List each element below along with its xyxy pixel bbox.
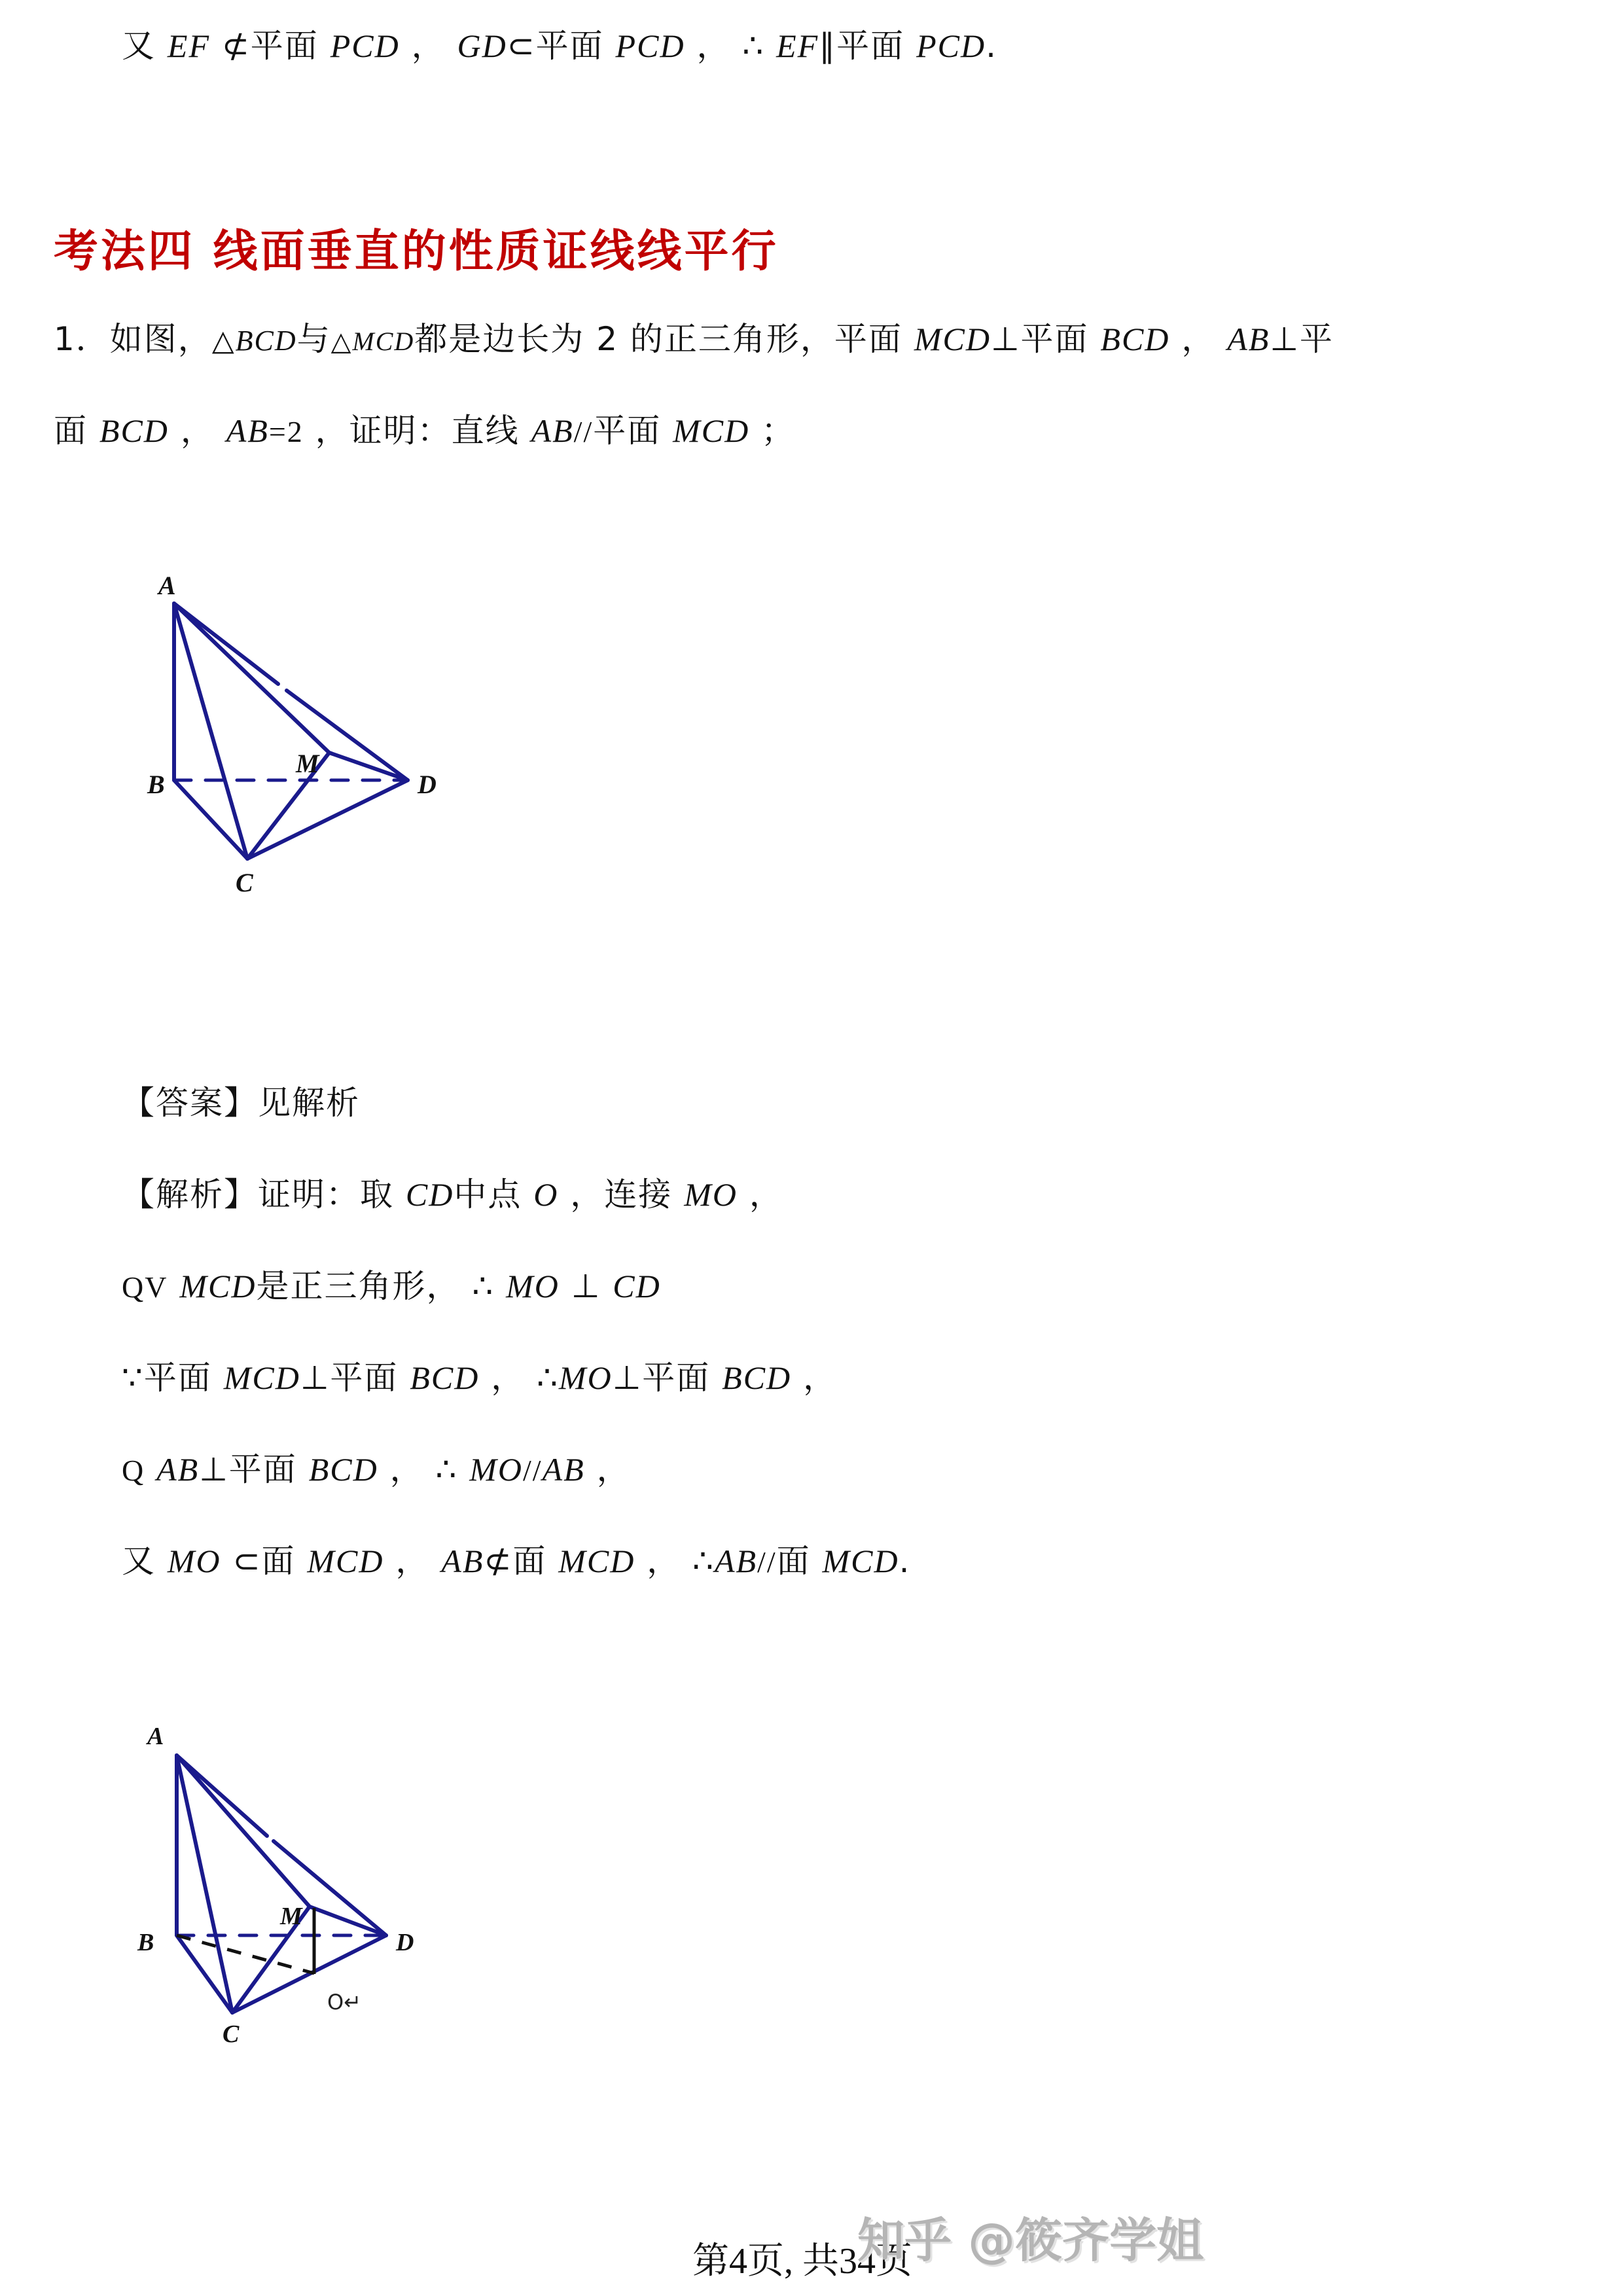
math: MCD [179,1268,257,1304]
text: ； [761,412,796,450]
problem-line-2 [54,411,795,452]
math: △BCD [211,325,297,357]
label-a: A [147,1723,164,1750]
text: . [986,27,997,65]
math: CD [405,1176,454,1213]
symbol: // [757,1545,777,1579]
text: ， [411,27,446,65]
symbol: ⊂ [232,1542,262,1580]
math: BCD [1100,321,1170,357]
math: PCD [916,27,986,64]
text: 证明：取 [258,1175,394,1213]
math: AB [714,1543,758,1579]
text: 都是边长为 2 的正三角形，平面 [414,320,902,358]
math: AB [1227,321,1270,357]
math: BCD [722,1359,792,1396]
math: BCD [99,412,169,449]
symbol: ∴ [692,1542,715,1580]
label-d: D [396,1929,414,1956]
watermark: 知乎 @筱齐学姐 [857,2213,1204,2268]
text: ， [180,412,215,450]
answer-line [122,1083,360,1122]
answer-text: 见解析 [258,1084,360,1122]
symbol: ⊥ [990,320,1021,358]
text: 平 [1299,320,1334,358]
math: MCD [822,1543,899,1579]
symbol: ∵ [122,1359,144,1397]
symbol: ⊄ [210,27,251,65]
section-heading: 考法四 线面垂直的性质证线线平行 [54,226,779,278]
text: 平面 [228,1450,297,1488]
text: 面 [512,1542,547,1580]
text: 面 [776,1542,811,1580]
previous-conclusion-line [122,26,997,65]
geometry-diagram-with-midpoint [118,1715,543,2140]
text: ， [389,1450,424,1488]
text: ， [1181,320,1216,358]
label-b: B [147,770,165,799]
analysis-line-3 [122,1358,837,1397]
math: AB [441,1543,484,1579]
text: 又 [122,27,156,65]
text: ， [803,1359,838,1397]
text: ， [647,1542,681,1580]
symbol: ⊥ [1270,320,1300,358]
label-o: O↵ [327,1990,361,2015]
label-b: B [137,1929,154,1956]
math: MCD [914,321,991,357]
math: GD [457,27,507,64]
symbol: ∥ [819,27,837,65]
symbol: ⊄ [484,1542,513,1580]
math: PCD [615,27,685,64]
problem-line-1 [54,319,1334,361]
math: △MCD [330,327,415,356]
text: 与 [296,320,331,358]
text: ， [491,1359,526,1397]
math: MCD [673,412,750,449]
math: MCD [558,1543,635,1579]
text: ， [395,1542,430,1580]
math: AB [531,412,574,449]
symbol: ⊥ [571,1267,601,1305]
text: 面 [261,1542,296,1580]
analysis-line-1 [122,1175,783,1214]
symbol: ⊥ [612,1359,643,1397]
math: O [533,1176,559,1213]
text: 平面 [535,27,604,65]
analysis-line-4 [122,1450,631,1490]
symbol: ∴ [537,1359,559,1397]
text: 平面 [593,412,662,450]
math: BCD [308,1451,378,1488]
analysis-line-5 [122,1541,911,1582]
text: 平面 [836,27,905,65]
text: 平面 [143,1359,212,1397]
symbol: ⊥ [300,1359,330,1397]
text: 中点 [454,1175,522,1213]
text: . [899,1542,911,1580]
label-a: A [158,571,176,600]
analysis-line-2 [122,1266,661,1307]
math: MO [506,1268,560,1304]
figure-tetrahedron-2 [118,1715,543,2140]
math: BCD [410,1359,480,1396]
text: 是正三角形， [256,1267,461,1305]
math: EF [167,27,210,64]
text: 平面 [330,1359,399,1397]
symbol: ∴ [742,27,765,65]
text: 面 [54,412,88,450]
math: MCD [307,1543,384,1579]
symbol: QV [122,1270,168,1304]
text: 平面 [642,1359,711,1397]
math: AB [542,1451,585,1488]
figure-tetrahedron-1 [131,556,589,1047]
math: MO [167,1543,221,1579]
math: MO [558,1359,613,1396]
symbol: ∴ [435,1450,458,1488]
symbol: = [268,415,287,448]
text: 平面 [1020,320,1089,358]
text: ， [696,27,731,65]
analysis-label: 【解析】 [122,1175,258,1213]
math: 2 [287,415,304,448]
math: MO [469,1451,523,1488]
math: AB [156,1451,200,1488]
symbol: ⊂ [507,27,536,65]
text: ， [749,1175,783,1213]
symbol: ⊥ [199,1450,229,1488]
symbol: ∴ [472,1267,495,1305]
page-indicator: 第4页, 共34页 [692,2241,912,2282]
math: MO [684,1176,738,1213]
symbol: Q [122,1454,145,1487]
label-m: M [280,1903,302,1930]
symbol: // [573,415,594,448]
label-m: M [296,749,319,778]
math: PCD [330,27,400,64]
label-c: C [223,2020,240,2048]
text: ，连接 [570,1175,673,1213]
text: ，证明：直线 [315,412,520,450]
math: EF [776,27,819,64]
math: MCD [223,1359,300,1396]
problem-number: 1．如图， [54,320,212,358]
text: 又 [122,1542,156,1580]
text: 平面 [250,27,319,65]
symbol: // [523,1454,543,1487]
text: ， [596,1450,631,1488]
math: AB [226,412,269,449]
geometry-diagram [131,556,589,1047]
answer-label: 【答案】 [122,1084,258,1122]
label-d: D [418,770,437,799]
math: CD [613,1268,661,1304]
label-c: C [236,868,253,897]
